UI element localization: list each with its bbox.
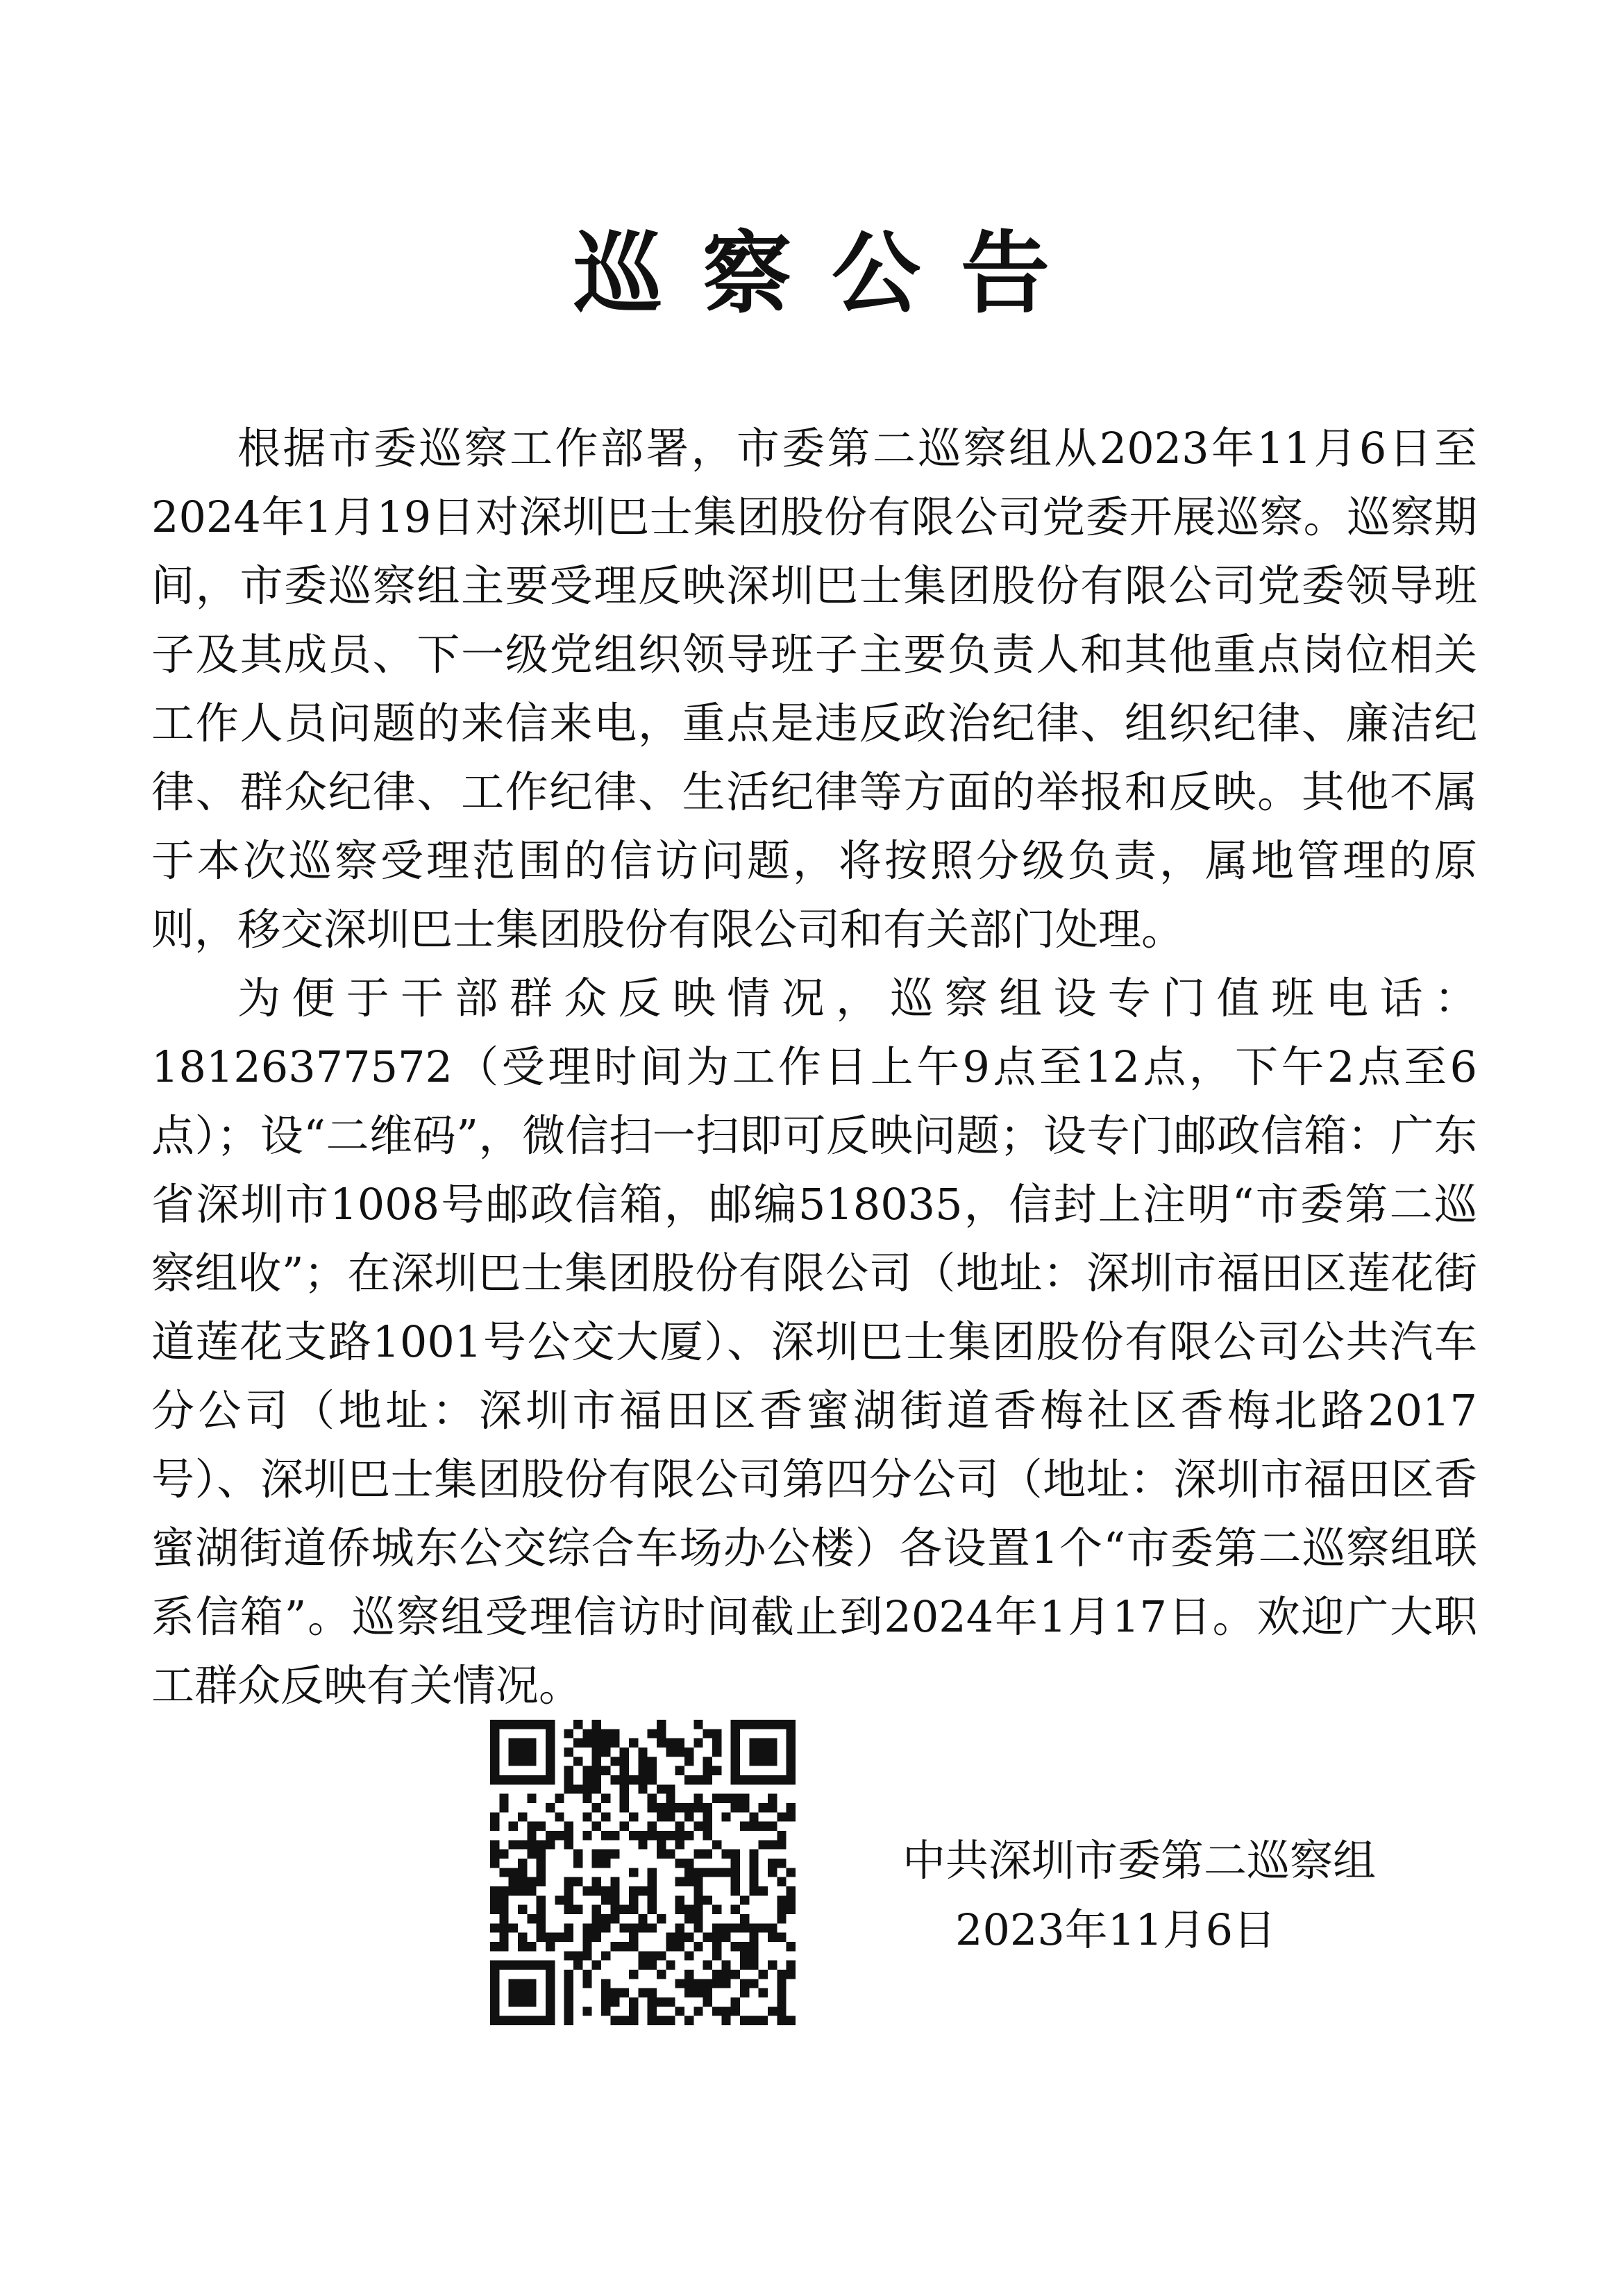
signature-org: 中共深圳市委第二巡察组 bbox=[902, 1835, 1377, 1886]
qr-code bbox=[490, 1720, 796, 2025]
notice-title: 巡察公告 bbox=[573, 222, 1090, 326]
paragraph-contact: 为便于干部群众反映情况，巡察组设专门值班电话：18126377572（受理时间为工作日上午9点至12点，下午2点至6点）；设“二维码”，微信扫一扫即可反映问题；设专门邮政信箱：广东省深圳市1008号邮政信箱，邮编518035，信封上注明“市委第二巡察组收”；在深圳巴士集团股份有限公司（地址：深圳市福田区莲花街道莲花支路1001号公交大厦）、深圳巴士集团股份有限公司公共汽车分公司（地址：深圳市福田区香蜜湖街道香梅社区香梅北路2017号）、深圳巴士集团股份有限公司第四分公司（地址：深圳市福田区香蜜湖街道侨城东公交综合车场办公楼）各设置1个“市委第二巡察组联系信箱”。巡察组受理信访时间截止到2024年1月17日。欢迎广大职工群众反映有关情况。 bbox=[151, 973, 1477, 1711]
signature-date: 2023年11月6日 bbox=[955, 1904, 1277, 1955]
notice-body bbox=[151, 414, 1477, 1720]
paragraph-scope: 根据市委巡察工作部署，市委第二巡察组从2023年11月6日至2024年1月19日对深圳巴士集团股份有限公司党委开展巡察。巡察期间，市委巡察组主要受理反映深圳巴士集团股份有限公司党委领导班子及其成员、下一级党组织领导班子主要负责人和其他重点岗位相关工作人员问题的来信来电，重点是违反政治纪律、组织纪律、廉洁纪律、群众纪律、工作纪律、生活纪律等方面的举报和反映。其他不属于本次巡察受理范围的信访问题，将按照分级负责，属地管理的原则，移交深圳巴士集团股份有限公司和有关部门处理。 bbox=[151, 423, 1477, 955]
signature-block bbox=[902, 1826, 1499, 1965]
